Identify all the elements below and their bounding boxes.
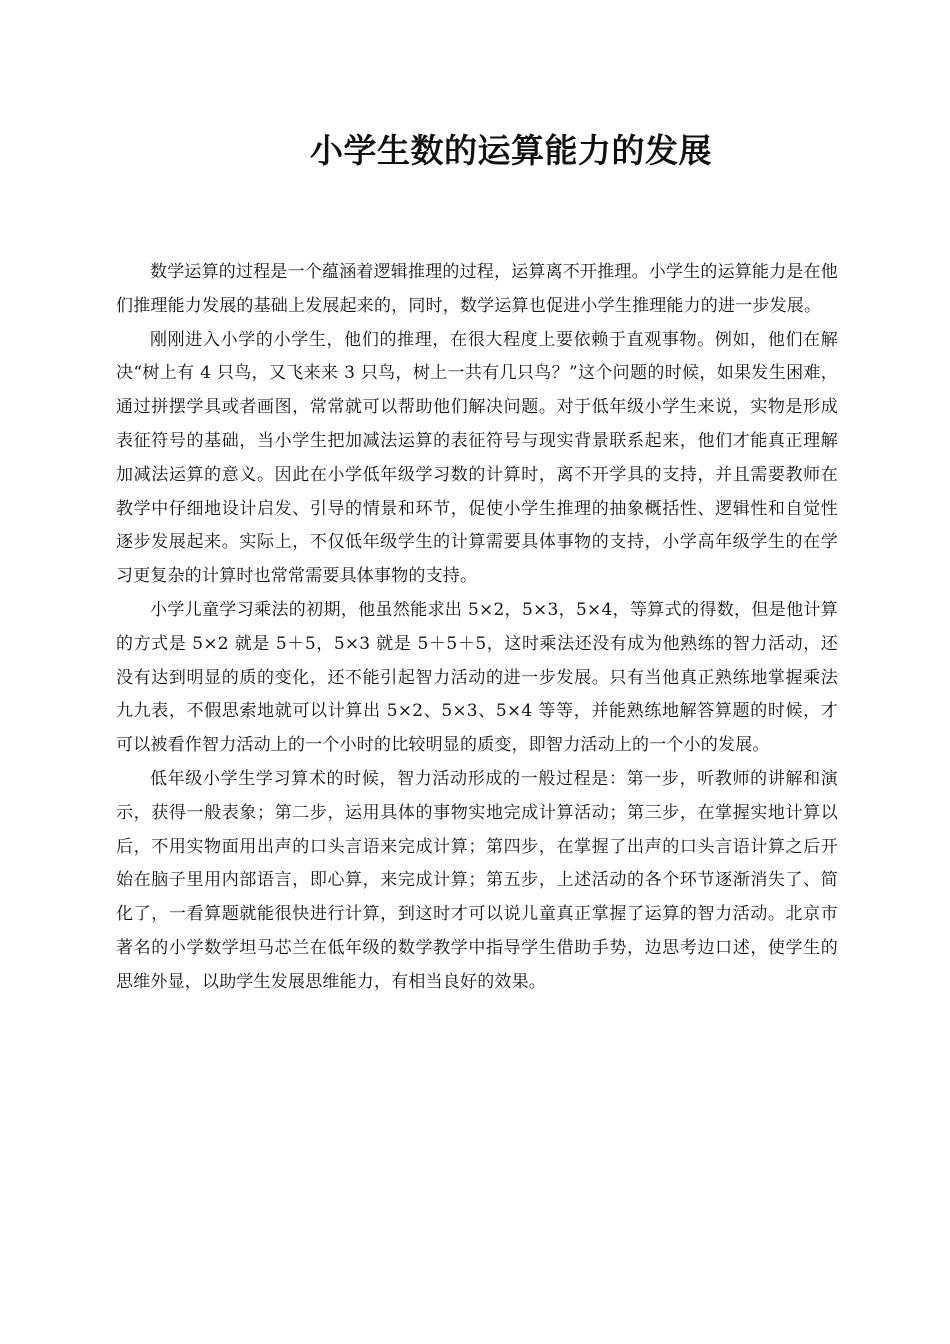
paragraph-4: 低年级小学生学习算术的时候，智力活动形成的一般过程是：第一步，听教师的讲解和演示，获得一般表象；第二步，运用具体的事物实地完成计算活动；第三步，在掌握实地计算以后，不用实物面用出声的口头言语来完成计算；第四步，在掌握了出声的口头言语计算之后开始在脑子里用内部语言，即心算，来完成计算；第五步，上述活动的各个环节逐渐消失了、简化了，一看算题就能很快进行计算，到这时才可以说儿童真正掌握了运算的智力活动。北京市著名的小学数学坦马芯兰在低年级的数学教学中指导学生借助手势，边思考边口述，使学生的思维外显，以助学生发展思维能力，有相当良好的效果。: [116, 768, 838, 992]
paragraph-1: 数学运算的过程是一个蕴涵着逻辑推理的过程，运算离不开推理。小学生的运算能力是在他们推理能力发展的基础上发展起来的，同时，数学运算也促进小学生推理能力的进一步发展。: [116, 262, 838, 316]
document-title: 小学生数的运算能力的发展: [310, 131, 712, 170]
document-body: [116, 256, 838, 1000]
paragraph-2: 刚刚进入小学的小学生，他们的推理，在很大程度上要依赖于直观事物。例如，他们在解决“树上有 4 只鸟，又飞来来 3 只鸟，树上一共有几只鸟？”这个问题的时候，如果发生困难，通过拼摆学具或者画图，常常就可以帮助他们解决问题。对于低年级小学生来说，实物是形成表征符号的基础，当小学生把加减法运算的表征符号与现实背景联系起来，他们才能真正理解加减法运算的意义。因此在小学低年级学习数的计算时，离不开学具的支持，并且需要教师在教学中仔细地设计启发、引导的情景和环节，促使小学生推理的抽象概括性、逻辑性和自觉性逐步发展起来。实际上，不仅低年级学生的计算需要具体事物的支持，小学高年级学生的在学习更复杂的计算时也常常需要具体事物的支持。: [116, 329, 838, 587]
paragraph-3: 小学儿童学习乘法的初期，他虽然能求出 5×2，5×3，5×4，等算式的得数，但是他计算的方式是 5×2 就是 5＋5，5×3 就是 5＋5＋5，这时乘法还没有成为他熟练的智力活动，还没有达到明显的质的变化，还不能引起智力活动的进一步发展。只有当他真正熟练地掌握乘法九九表，不假思索地就可以计算出 5×2、5×3、5×4 等等，并能熟练地解答算题的时候，才可以被看作智力活动上的一个小时的比较明显的质变，即智力活动上的一个小的发展。: [116, 599, 838, 756]
